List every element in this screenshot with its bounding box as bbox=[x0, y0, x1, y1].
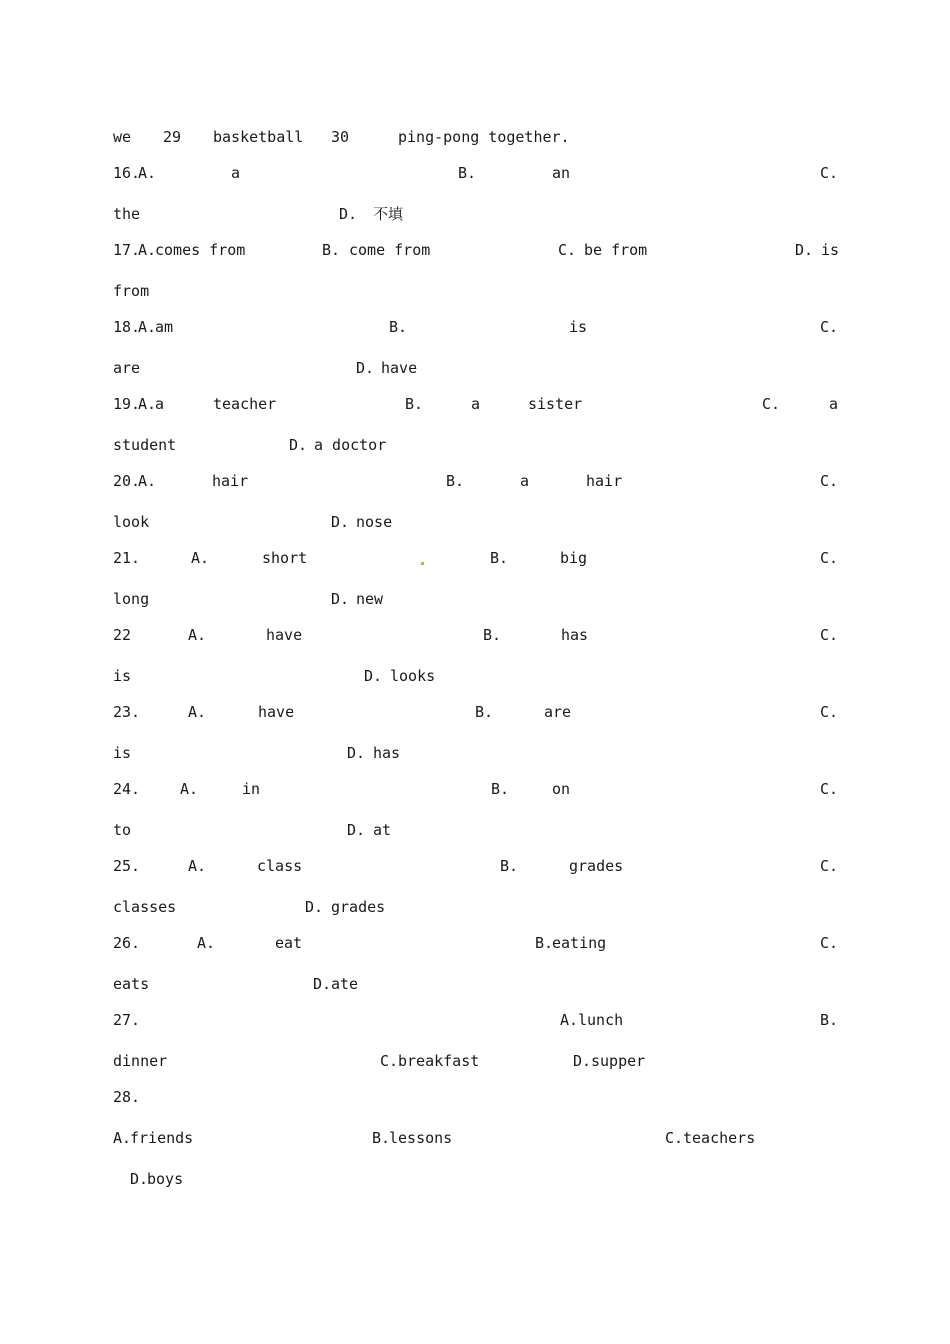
option-text: lessons bbox=[389, 1129, 453, 1147]
option-text: be from bbox=[584, 241, 648, 259]
option-letter: D. bbox=[305, 898, 324, 916]
option-text: a doctor bbox=[314, 436, 387, 454]
option-letter: B. bbox=[458, 164, 477, 182]
option-text: a bbox=[155, 395, 165, 413]
option-letter: B. bbox=[483, 626, 502, 644]
option-text: a bbox=[520, 472, 530, 490]
option-letter: A. bbox=[560, 1011, 579, 1029]
option-letter: B. bbox=[475, 703, 494, 721]
option-text: the bbox=[113, 205, 141, 223]
option-letter: D. bbox=[313, 975, 332, 993]
option-text: friends bbox=[130, 1129, 194, 1147]
option-text: is bbox=[821, 241, 840, 259]
option-text: boys bbox=[147, 1170, 184, 1188]
option-letter: C. bbox=[665, 1129, 684, 1147]
question-number: 25. bbox=[113, 857, 141, 875]
option-letter: D. bbox=[331, 590, 350, 608]
option-letter: C. bbox=[820, 857, 839, 875]
option-letter: D. bbox=[331, 513, 350, 531]
option-letter: B. bbox=[322, 241, 341, 259]
blank-number: 30 bbox=[331, 128, 350, 146]
option-letter: A. bbox=[180, 780, 199, 798]
option-letter: A. bbox=[113, 1129, 132, 1147]
option-text: eating bbox=[552, 934, 607, 952]
question-number: 20. bbox=[113, 472, 141, 490]
question-number: 22 bbox=[113, 626, 132, 644]
option-text: comes from bbox=[155, 241, 246, 259]
option-text: is bbox=[113, 744, 132, 762]
option-letter: C. bbox=[820, 549, 839, 567]
option-letter: A. bbox=[197, 934, 216, 952]
option-text: class bbox=[257, 857, 303, 875]
option-letter: B. bbox=[500, 857, 519, 875]
option-text: hair bbox=[212, 472, 249, 490]
option-text: from bbox=[113, 282, 150, 300]
option-letter: D. bbox=[339, 205, 358, 223]
option-text: sister bbox=[528, 395, 583, 413]
option-text: a bbox=[231, 164, 241, 182]
blank-number: 29 bbox=[163, 128, 182, 146]
option-letter: D. bbox=[289, 436, 308, 454]
option-text: at bbox=[373, 821, 392, 839]
option-text: teachers bbox=[683, 1129, 756, 1147]
intro-word: basketball bbox=[213, 128, 304, 146]
option-letter: A. bbox=[138, 472, 157, 490]
option-text: dinner bbox=[113, 1052, 168, 1070]
option-text: a bbox=[471, 395, 481, 413]
option-letter: B. bbox=[405, 395, 424, 413]
option-letter: D. bbox=[130, 1170, 149, 1188]
intro-word: we bbox=[113, 128, 132, 146]
option-text: big bbox=[560, 549, 588, 567]
option-letter: C. bbox=[820, 318, 839, 336]
question-number: 21. bbox=[113, 549, 141, 567]
option-text: nose bbox=[356, 513, 393, 531]
option-text: a bbox=[829, 395, 839, 413]
option-letter: A. bbox=[188, 626, 207, 644]
option-letter: B. bbox=[446, 472, 465, 490]
option-text: short bbox=[262, 549, 308, 567]
option-text: classes bbox=[113, 898, 177, 916]
question-number: 24. bbox=[113, 780, 141, 798]
option-letter: A. bbox=[188, 703, 207, 721]
question-number: 23. bbox=[113, 703, 141, 721]
option-letter: A. bbox=[138, 318, 157, 336]
option-letter: C. bbox=[820, 164, 839, 182]
question-number: 27. bbox=[113, 1011, 141, 1029]
option-text: come from bbox=[349, 241, 431, 259]
option-letter: A. bbox=[138, 241, 157, 259]
option-letter: D. bbox=[364, 667, 383, 685]
option-text: teacher bbox=[213, 395, 277, 413]
option-text: have bbox=[258, 703, 295, 721]
option-text: has bbox=[373, 744, 401, 762]
option-text: has bbox=[561, 626, 589, 644]
option-letter: C. bbox=[820, 472, 839, 490]
option-letter: A. bbox=[188, 857, 207, 875]
option-text: student bbox=[113, 436, 177, 454]
option-letter: C. bbox=[820, 934, 839, 952]
question-number: 17. bbox=[113, 241, 141, 259]
option-letter: B. bbox=[490, 549, 509, 567]
option-letter: C. bbox=[820, 780, 839, 798]
option-text: supper bbox=[591, 1052, 646, 1070]
option-text: look bbox=[113, 513, 150, 531]
option-text: an bbox=[552, 164, 571, 182]
question-number: 26. bbox=[113, 934, 141, 952]
option-text: breakfast bbox=[398, 1052, 480, 1070]
stray-mark bbox=[421, 562, 424, 565]
question-number: 28. bbox=[113, 1088, 141, 1106]
option-letter: D. bbox=[795, 241, 814, 259]
option-text: on bbox=[552, 780, 571, 798]
option-text: long bbox=[113, 590, 150, 608]
option-letter: C. bbox=[762, 395, 781, 413]
option-letter: A. bbox=[191, 549, 210, 567]
option-text: looks bbox=[390, 667, 436, 685]
option-text: 不填 bbox=[373, 205, 404, 223]
question-number: 18. bbox=[113, 318, 141, 336]
option-letter: B. bbox=[372, 1129, 391, 1147]
option-letter: B. bbox=[389, 318, 408, 336]
option-text: eats bbox=[113, 975, 150, 993]
option-letter: B. bbox=[535, 934, 554, 952]
option-letter: C. bbox=[380, 1052, 399, 1070]
option-text: in bbox=[242, 780, 261, 798]
option-text: hair bbox=[586, 472, 623, 490]
option-text: have bbox=[381, 359, 418, 377]
option-letter: C. bbox=[820, 626, 839, 644]
option-text: have bbox=[266, 626, 303, 644]
option-text: grades bbox=[569, 857, 624, 875]
option-text: are bbox=[544, 703, 572, 721]
option-text: eat bbox=[275, 934, 303, 952]
option-text: grades bbox=[331, 898, 386, 916]
option-letter: D. bbox=[347, 821, 366, 839]
option-text: is bbox=[113, 667, 132, 685]
intro-word: ping-pong together. bbox=[398, 128, 570, 146]
option-text: to bbox=[113, 821, 132, 839]
option-letter: A. bbox=[138, 395, 157, 413]
option-text: lunch bbox=[578, 1011, 624, 1029]
option-letter: D. bbox=[356, 359, 375, 377]
option-letter: B. bbox=[820, 1011, 839, 1029]
option-text: new bbox=[356, 590, 384, 608]
option-letter: C. bbox=[558, 241, 577, 259]
option-letter: D. bbox=[347, 744, 366, 762]
option-text: are bbox=[113, 359, 141, 377]
question-number: 19. bbox=[113, 395, 141, 413]
option-text: is bbox=[569, 318, 588, 336]
option-letter: B. bbox=[491, 780, 510, 798]
option-letter: C. bbox=[820, 703, 839, 721]
question-number: 16. bbox=[113, 164, 141, 182]
option-text: ate bbox=[331, 975, 359, 993]
option-letter: A. bbox=[138, 164, 157, 182]
option-text: am bbox=[155, 318, 174, 336]
option-letter: D. bbox=[573, 1052, 592, 1070]
